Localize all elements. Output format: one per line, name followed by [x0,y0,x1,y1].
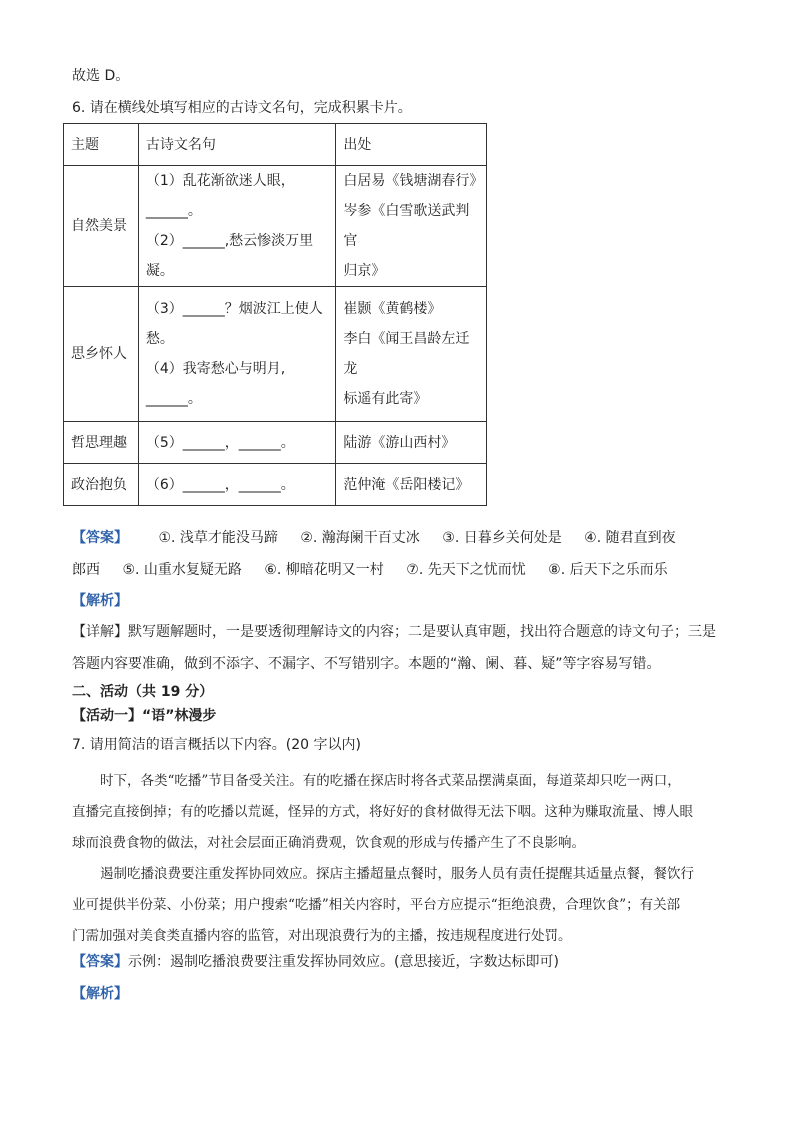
activity-1-title: 【活动一】“语”林漫步 [72,708,217,724]
question-6-prompt: 6. 请在横线处填写相应的古诗文名句，完成积累卡片。 [72,100,412,116]
q7-analysis-label: 【解析】 [72,986,128,1002]
intro-line: 故选 D。 [72,68,130,84]
table-row [64,287,487,422]
row-source [336,166,487,287]
answer-item: 郎西 [72,562,100,578]
passage-line: 时下，各类“吃播”节目备受关注。有的吃播在探店时将各式菜品摆满桌面，每道菜却只吃一两口， [100,773,681,789]
answer-line-1 [72,528,676,548]
source-line: 陆游《游山西村》 [336,422,487,464]
source-line: 李白《闻王昌龄左迁龙 [343,331,470,377]
poem-line: （1）乱花渐欲迷人眼， [145,173,295,189]
poem-line: （3）______？烟波江上使人 [145,301,323,317]
poem-line: （5）______，______。 [138,422,336,464]
header-source: 出处 [336,124,487,166]
poem-line: ______。 [145,203,202,219]
passage-line: 遏制吃播浪费要注重发挥协同效应。探店主播超量点餐时，服务人员有责任提醒其适量点餐，餐饮行 [100,866,694,882]
row-theme: 思乡怀人 [64,287,139,422]
section-2-title: 二、活动（共 19 分） [72,684,214,700]
answer-label: 【答案】 [72,530,128,546]
row-theme: 政治抱负 [64,464,139,506]
answer-item: ②. 瀚海阑干百丈冰 [300,530,420,546]
passage-line: 直播完直接倒掉；有的吃播以荒诞，怪异的方式，将好好的食材做得无法下咽。这种为赚取流量、博人眼 [72,804,693,820]
source-line: 岑参《白雪歌送武判官 [343,203,470,249]
row-lines [138,287,336,422]
poem-line: ______。 [145,391,202,407]
answer-line-2 [72,560,668,580]
poem-line: （4）我寄愁心与明月, [145,361,286,377]
poem-line: 愁。 [145,331,174,347]
source-line: 标遥有此寄》 [343,391,428,407]
answer-item: ④. 随君直到夜 [584,530,676,546]
answer-item: ③. 日暮乡关何处是 [442,530,562,546]
answer-item: ①. 浅草才能没马蹄 [158,530,278,546]
table-row [64,464,487,506]
answer-item: ⑧. 后天下之乐而乐 [548,562,668,578]
passage-line: 业可提供半份菜、小份菜；用户搜索“吃播”相关内容时，平台方应提示“拒绝浪费，合理饮食”；有关部 [72,897,681,913]
answer-item: ⑦. 先天下之忧而忧 [406,562,526,578]
table-row [64,422,487,464]
row-source [336,287,487,422]
passage-line: 门需加强对美食类直播内容的监管，对出现浪费行为的主播，按违规程度进行处罚。 [72,928,572,944]
passage-line: 球而浪费食物的做法，对社会层面正确消费观，饮食观的形成与传播产生了不良影响。 [72,835,585,851]
answer-item: ⑥. 柳暗花明又一村 [264,562,384,578]
answer-item: ⑤. 山重水复疑无路 [122,562,242,578]
detail-line-2: 答题内容要准确，做到不添字、不漏字、不写错别字。本题的“瀚、阑、暮、疑”等字容易写错。 [72,656,661,672]
source-line: 归京》 [343,263,386,279]
header-lines: 古诗文名句 [138,124,336,166]
row-lines [138,166,336,287]
accumulation-card-table [63,123,487,506]
source-line: 崔颢《黄鹤楼》 [343,301,442,317]
row-theme: 自然美景 [64,166,139,287]
reading-passage [72,766,722,952]
poem-line: （6）______，______。 [138,464,336,506]
detail-line-1 [72,622,716,642]
table-row [64,166,487,287]
detail-label: 【详解】 [72,624,128,640]
question-7-prompt: 7. 请用简洁的语言概括以下内容。(20 字以内) [72,737,361,753]
poem-line: （2）______,愁云惨淡万里凝。 [145,233,314,279]
answer-text: 示例：遏制吃播浪费要注重发挥协同效应。(意思接近，字数达标即可) [128,954,559,970]
detail-text: 默写题解题时，一是要透彻理解诗文的内容；二是要认真审题，找出符合题意的诗文句子；三是 [128,624,716,640]
q7-answer-line [72,952,559,972]
analysis-label: 【解析】 [72,593,128,609]
source-line: 范仲淹《岳阳楼记》 [336,464,487,506]
answer-label: 【答案】 [72,954,128,970]
row-theme: 哲思理趣 [64,422,139,464]
source-line: 白居易《钱塘湖春行》 [343,173,484,189]
header-theme: 主题 [64,124,139,166]
table-header-row [64,124,487,166]
